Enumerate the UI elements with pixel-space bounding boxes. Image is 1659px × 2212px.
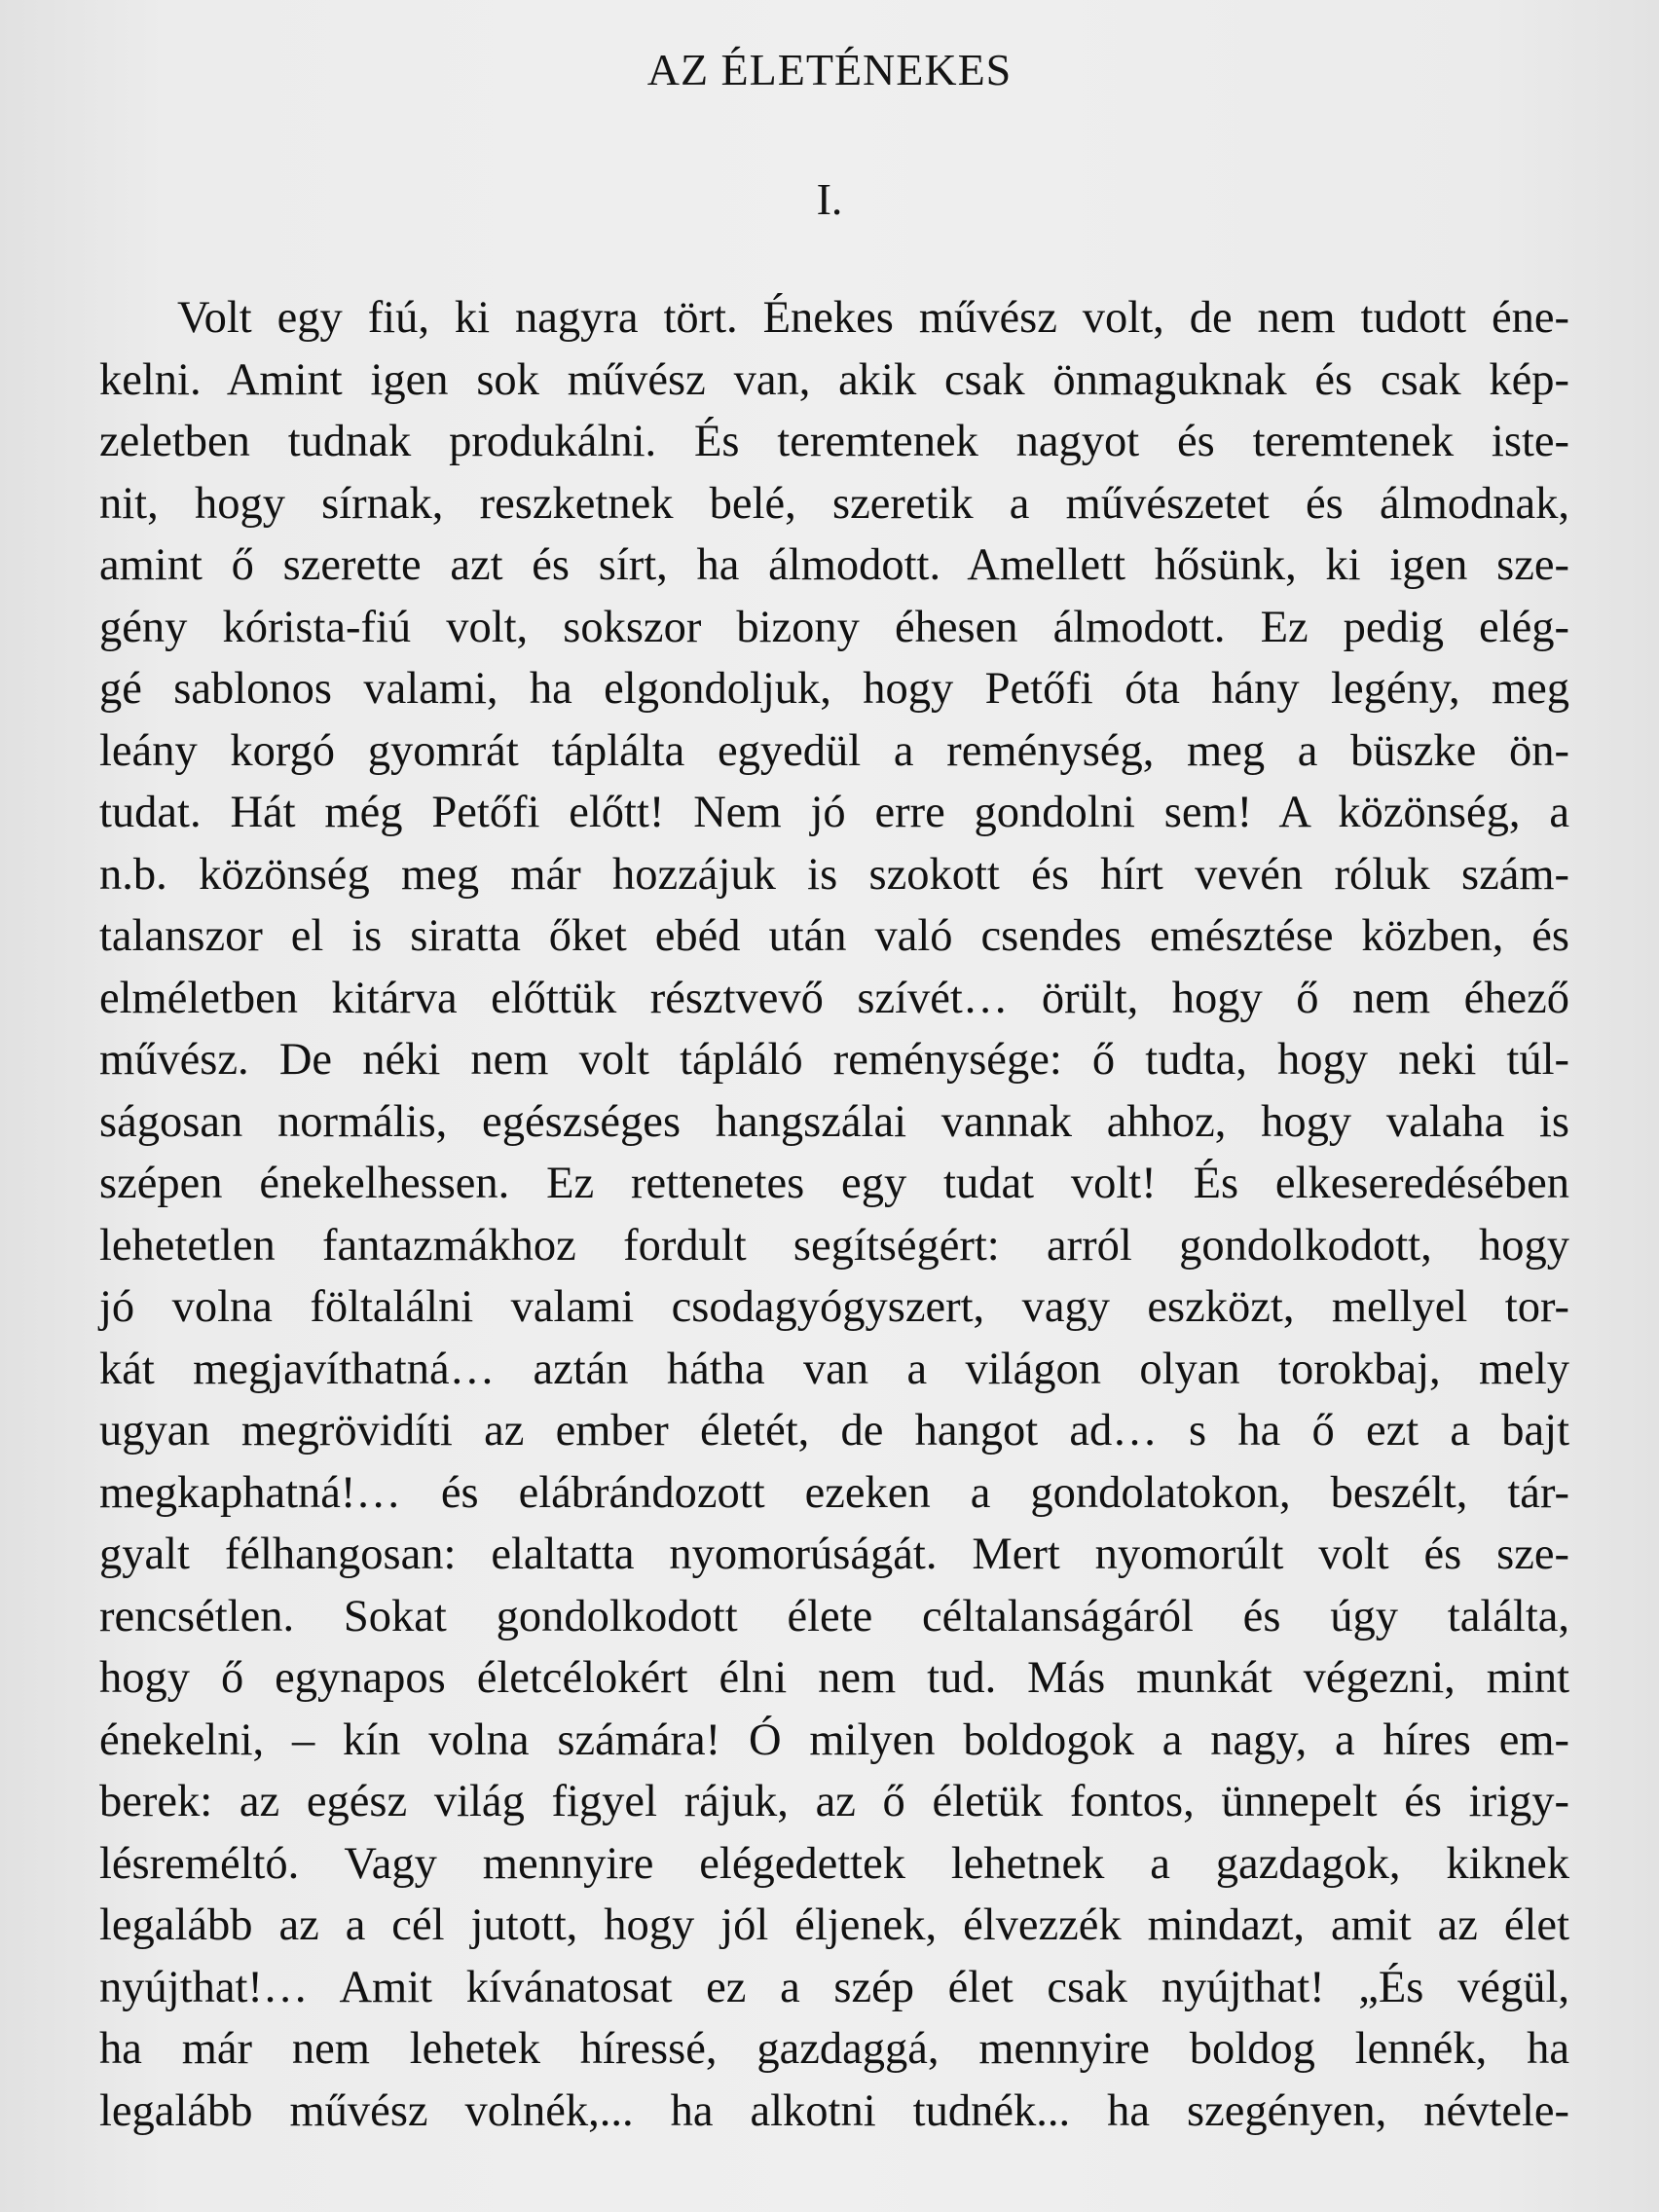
text-line: kelni. Amint igen sok művész van, akik csak önmaguknak és csak kép- bbox=[99, 354, 1569, 405]
text-line: talanszor el is siratta őket ebéd után való csendes emésztése közben, és bbox=[99, 911, 1569, 961]
text-line: énekelni, – kín volna számára! Ó milyen boldogok a nagy, a híres em- bbox=[99, 1714, 1569, 1765]
text-line: művész. De néki nem volt tápláló reménysége: ő tudta, hogy neki túl- bbox=[99, 1035, 1569, 1085]
text-line: berek: az egész világ figyel rájuk, az ő életük fontos, ünnepelt és irigy- bbox=[99, 1777, 1569, 1826]
text-line: elméletben kitárva előttük résztvevő szívét… örült, hogy ő nem éhező bbox=[99, 973, 1569, 1023]
chapter-title: AZ ÉLETÉNEKES bbox=[646, 45, 1013, 94]
text-line: Volt egy fiú, ki nagyra tört. Énekes művész volt, de nem tudott éne- bbox=[177, 293, 1569, 343]
text-line: amint ő szerette azt és sírt, ha álmodott. Amellett hősünk, ki igen sze- bbox=[99, 540, 1569, 590]
text-line: gé sablonos valami, ha elgondoljuk, hogy Petőfi óta hány legény, meg bbox=[99, 664, 1569, 714]
text-line: tudat. Hát még Petőfi előtt! Nem jó erre gondolni sem! A közönség, a bbox=[99, 788, 1569, 837]
text-line: zeletben tudnak produkálni. És teremtenek nagyot és teremtenek iste- bbox=[99, 417, 1569, 466]
text-line: n.b. közönség meg már hozzájuk is szokott és hírt vevén róluk szám- bbox=[99, 849, 1569, 900]
text-line: gyalt félhangosan: elaltatta nyomorúságát. Mert nyomorúlt volt és sze- bbox=[99, 1530, 1569, 1579]
text-line: legalább az a cél jutott, hogy jól éljenek, élvezzék mindazt, amit az élet bbox=[99, 1900, 1569, 1950]
text-line: legalább művész volnék,... ha alkotni tudnék... ha szegényen, névtele- bbox=[99, 2085, 1569, 2136]
text-line: kát megjavíthatná… aztán hátha van a világon olyan torokbaj, mely bbox=[99, 1344, 1569, 1394]
text-line: megkaphatná!… és elábrándozott ezeken a gondolatokon, beszélt, tár- bbox=[99, 1467, 1569, 1518]
text-line: jó volna föltalálni valami csodagyógyszert, vagy eszközt, mellyel tor- bbox=[99, 1282, 1569, 1332]
text-line: ha már nem lehetek híressé, gazdaggá, mennyire boldog lennék, ha bbox=[99, 2024, 1569, 2074]
text-line: lésreméltó. Vagy mennyire elégedettek lehetnek a gazdagok, kiknek bbox=[99, 1838, 1569, 1889]
text-line: nyújthat!… Amit kívánatosat ez a szép élet csak nyújthat! „És végül, bbox=[99, 1962, 1569, 2012]
text-line: nit, hogy sírnak, reszketnek belé, szeretik a művészetet és álmodnak, bbox=[99, 478, 1569, 529]
text-line: leány korgó gyomrát táplálta egyedül a reménység, meg a büszke ön- bbox=[99, 725, 1569, 776]
body-text bbox=[99, 287, 1569, 2142]
text-line: lehetetlen fantazmákhoz fordult segítségért: arról gondolkodott, hogy bbox=[99, 1220, 1569, 1271]
text-line: gény kórista-fiú volt, sokszor bizony éhesen álmodott. Ez pedig elég- bbox=[99, 602, 1569, 652]
text-line: ugyan megrövidíti az ember életét, de hangot ad… s ha ő ezt a bajt bbox=[99, 1406, 1569, 1456]
text-line: szépen énekelhessen. Ez rettenetes egy tudat volt! És elkeseredésében bbox=[99, 1159, 1569, 1208]
text-line: rencsétlen. Sokat gondolkodott élete céltalanságáról és úgy találta, bbox=[99, 1591, 1569, 1641]
section-numeral: I. bbox=[816, 174, 843, 224]
text-line: ságosan normális, egészséges hangszálai vannak ahhoz, hogy valaha is bbox=[99, 1096, 1569, 1147]
text-line: hogy ő egynapos életcélokért élni nem tud. Más munkát végezni, mint bbox=[99, 1653, 1569, 1703]
